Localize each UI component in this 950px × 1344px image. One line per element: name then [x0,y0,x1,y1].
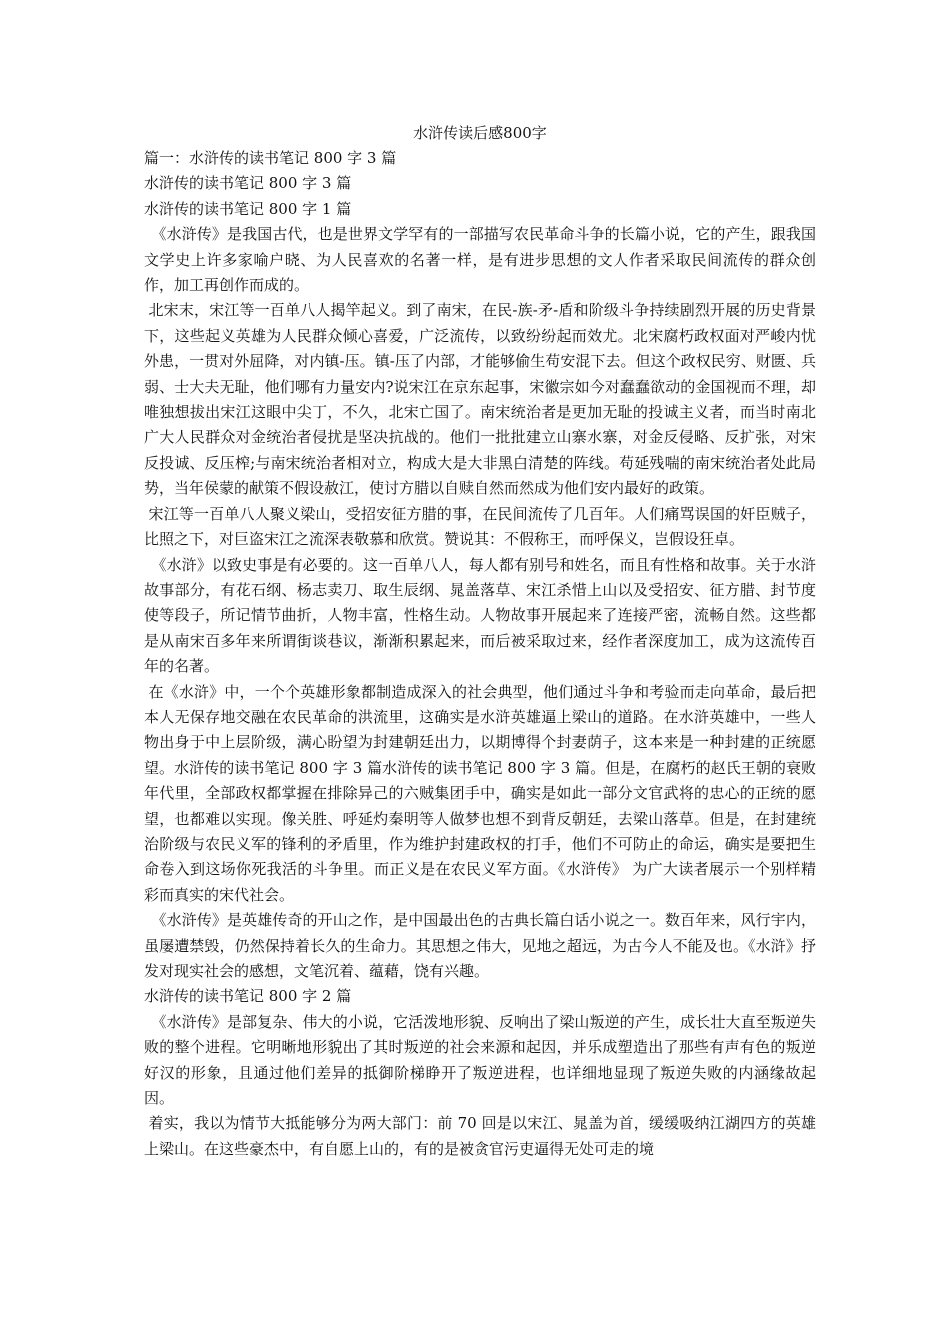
paragraph: 《水浒传》是英雄传奇的开山之作，是中国最出色的古典长篇白话小说之一。数百年来，风行宇内，虽屡遭禁毁，仍然保持着长久的生命力。其思想之伟大，见地之超远，为古今人不能及也。《水浒》抒发对现实社会的感想，文笔沉着、蕴藉，饶有兴趣。 [144,911,816,980]
paragraph: 北宋末，宋江等一百单八人揭竿起义。到了南宋，在民-族-矛-盾和阶级斗争持续剧烈开展的历史背景下，这些起义英雄为人民群众倾心喜爱，广泛流传，以致纷纷起而效尤。北宋腐朽政权面对严峻内忧外患，一贯对外屈降，对内镇-压。镇-压了内部，才能够偷生苟安混下去。但这个政权民穷、财匮、兵弱、士大夫无耻，他们哪有力量安内?说宋江在京东起事，宋徽宗如今对蠢蠢欲动的金国视而不理，却唯独想拔出宋江这眼中尖丁，不久，北宋亡国了。南宋统治者是更加无耻的投诚主义者，而当时南北广大人民群众对金统治者侵扰是坚决抗战的。他们一批批建立山寨水寨，对金反侵略、反扩张，对宋反投诚、反压榨;与南宋统治者相对立，构成大是大非黑白清楚的阵线。苟延残喘的南宋统治者处此局势，当年侯蒙的献策不假设赦江，使讨方腊以自赎自然而然成为他们安内最好的政策。 [144,301,816,498]
section-heading: 水浒传的读书笔记 800 字 3 篇 [144,174,352,193]
paragraph: 《水浒传》是部复杂、伟大的小说，它活泼地形貌、反响出了梁山叛逆的产生，成长壮大直至叛逆失败的整个进程。它明晰地形貌出了其时叛逆的社会来源和起因，并乐成塑造出了那些有声有色的叛逆好汉的形象，且通过他们差异的抵御阶梯睁开了叛逆进程，也详细地显现了叛逆失败的内涵缘故起因。 [144,1012,816,1108]
paragraph: 《水浒》以致史事是有必要的。这一百单八人，每人都有别号和姓名，而且有性格和故事。关于水浒故事部分，有花石纲、杨志卖刀、取生辰纲、晁盖落草、宋江杀惜上山以及受招安、征方腊、封节度使等段子，所记情节曲折，人物丰富，性格生动。人物故事开展起来了连接严密，流畅自然。这些都是从南宋百多年来所谓街谈巷议，渐渐积累起来，而后被采取过来，经作者深度加工，成为这流传百年的名著。 [144,555,816,676]
section-heading: 水浒传的读书笔记 800 字 2 篇 [144,987,352,1006]
paragraph: 宋江等一百单八人聚义梁山，受招安征方腊的事，在民间流传了几百年。人们痛骂误国的奸臣贼子，比照之下，对巨盗宋江之流深表敬慕和欣赏。赞说其：不假称王，而呼保义，岂假设狂卓。 [144,504,816,549]
paragraph: 《水浒传》是我国古代，也是世界文学罕有的一部描写农民革命斗争的长篇小说，它的产生，跟我国文学史上许多家喻户晓、为人民喜欢的名著一样，是有进步思想的文人作者采取民间流传的群众创作，加工再创作而成的。 [144,225,816,295]
document-title: 水浒传读后感800字 [413,124,547,142]
paragraph: 着实，我以为情节大抵能够分为两大部门：前 70 回是以宋江、晁盖为首，缓缓吸纳江湖四方的英雄上梁山。在这些豪杰中，有自愿上山的，有的是被贪官污吏逼得无处可走的境 [144,1114,816,1158]
document-page [144,120,816,1162]
paragraph: 在《水浒》中，一个个英雄形象都制造成深入的社会典型，他们通过斗争和考验而走向革命，最后把本人无保存地交融在农民革命的洪流里，这确实是水浒英雄逼上梁山的道路。在水浒英雄中，一些人物出身于中上层阶级，满心盼望为封建朝廷出力，以期博得个封妻荫子，这本来是一种封建的正统愿望。水浒传的读书笔记 800 字 3 篇水浒传的读书笔记 800 字 3 篇。但是，在腐朽的赵氏王朝的衰败年代里，全部政权都掌握在排除异己的六贼集团手中，确实是如此一部分文官武将的忠心的正统的愿望，也都难以实现。像关胜、呼延灼秦明等人做梦也想不到背反朝廷，去梁山落草。但是，在封建统治阶级与农民义军的锋利的矛盾里，作为维护封建政权的打手，他们不可防止的命运，确实是要把生命卷入到这场你死我活的斗争里。而正义是在农民义军方面。《水浒传》 为广大读者展示一个别样精彩而真实的宋代社会。 [144,682,816,904]
section-heading: 水浒传的读书笔记 800 字 1 篇 [144,199,352,218]
section-heading: 篇一：水浒传的读书笔记 800 字 3 篇 [144,149,397,167]
